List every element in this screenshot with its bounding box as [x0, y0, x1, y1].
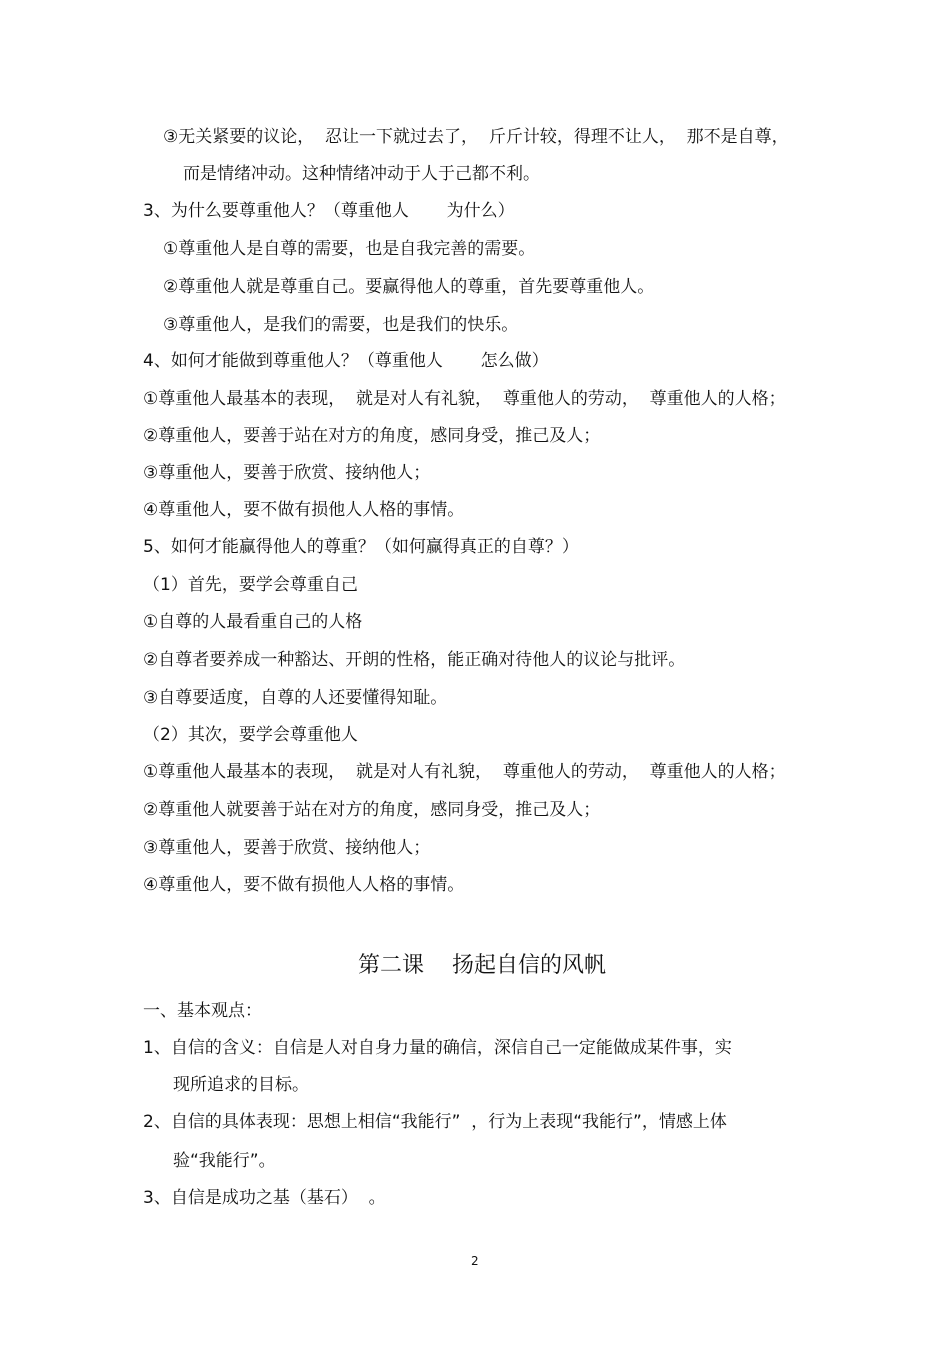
list-item: ③尊重他人，是我们的需要，也是我们的快乐。: [163, 315, 519, 335]
sub-heading: （1）首先，要学会尊重自己: [143, 575, 358, 595]
paragraph-line: 现所追求的目标。: [173, 1075, 309, 1095]
page-number: 2: [471, 1254, 479, 1268]
text-line: ③无关紧要的议论， 忍让一下就过去了， 斤斤计较，得理不让人， 那不是自尊，: [163, 127, 789, 147]
paragraph-line: 2、自信的具体表现：思想上相信“我能行” ，行为上表现“我能行”，情感上体: [143, 1112, 727, 1132]
list-item: ②尊重他人，要善于站在对方的角度，感同身受，推己及人；: [143, 426, 601, 446]
paragraph-line: 1、自信的含义：自信是人对自身力量的确信，深信自己一定能做成某件事，实: [143, 1038, 732, 1058]
list-item: ②自尊者要养成一种豁达、开朗的性格，能正确对待他人的议论与批评。: [143, 650, 686, 670]
list-item: ③自尊要适度，自尊的人还要懂得知耻。: [143, 688, 448, 708]
question-heading: 3、为什么要尊重他人？（尊重他人 为什么）: [143, 201, 515, 221]
list-item: ②尊重他人就是尊重自己。要赢得他人的尊重，首先要尊重他人。: [163, 277, 655, 297]
question-heading: 4、如何才能做到尊重他人？（尊重他人 怎么做）: [143, 351, 549, 371]
question-heading: 5、如何才能赢得他人的尊重？（如何赢得真正的自尊？）: [143, 537, 579, 557]
list-item: ①尊重他人最基本的表现， 就是对人有礼貌， 尊重他人的劳动， 尊重他人的人格；: [143, 762, 786, 782]
list-item: ④尊重他人，要不做有损他人人格的事情。: [143, 500, 465, 520]
list-item: ④尊重他人，要不做有损他人人格的事情。: [143, 875, 465, 895]
list-item: ①尊重他人是自尊的需要，也是自我完善的需要。: [163, 239, 536, 259]
section-heading: 一、基本观点：: [143, 1001, 262, 1021]
sub-heading: （2）其次，要学会尊重他人: [143, 725, 358, 745]
list-item: ③尊重他人，要善于欣赏、接纳他人；: [143, 463, 431, 483]
paragraph-line: 3、自信是成功之基（基石） 。: [143, 1188, 386, 1208]
paragraph-line: 验“我能行”。: [173, 1151, 276, 1171]
list-item: ①尊重他人最基本的表现， 就是对人有礼貌， 尊重他人的劳动， 尊重他人的人格；: [143, 389, 786, 409]
text-line: 而是情绪冲动。这种情绪冲动于人于己都不利。: [183, 164, 540, 184]
lesson-title: 第二课 扬起自信的风帆: [358, 953, 606, 978]
list-item: ①自尊的人最看重自己的人格: [143, 612, 363, 632]
list-item: ②尊重他人就要善于站在对方的角度，感同身受，推己及人；: [143, 800, 601, 820]
list-item: ③尊重他人，要善于欣赏、接纳他人；: [143, 838, 431, 858]
